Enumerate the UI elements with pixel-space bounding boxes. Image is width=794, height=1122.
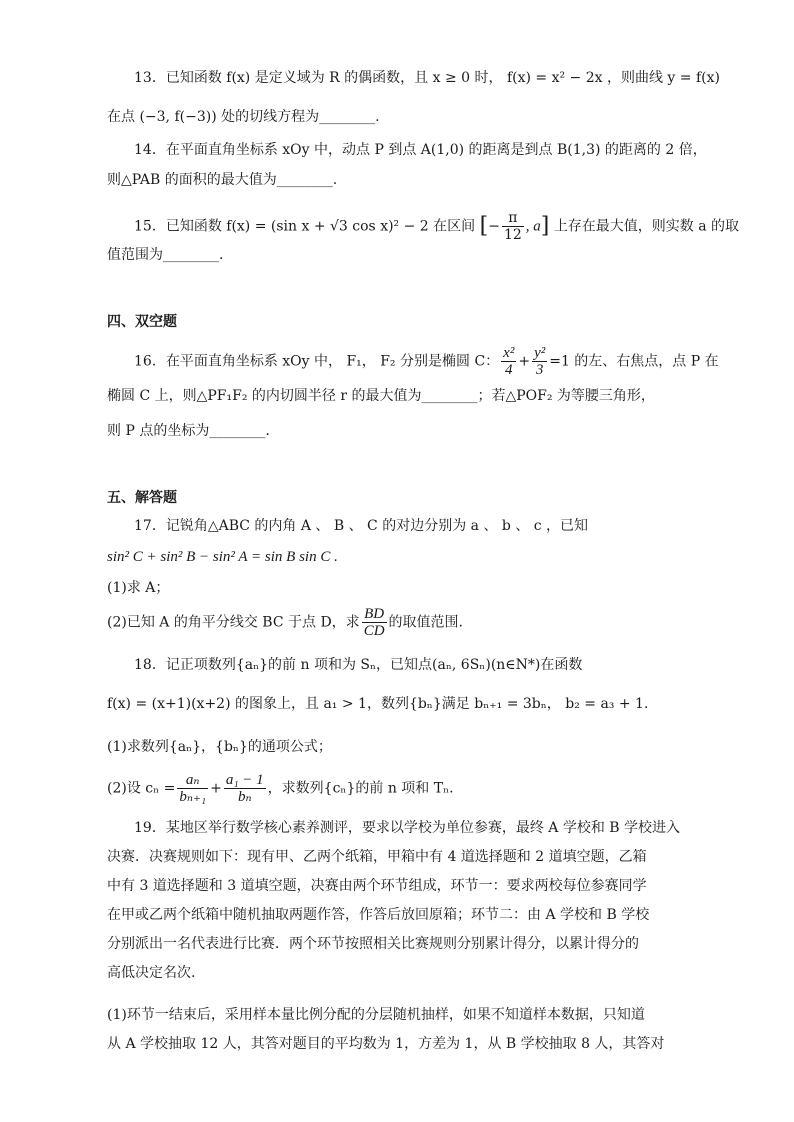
- q19-line: (1)环节一结束后，采用样本量比例分配的分层随机抽样，如果不知道样本数据，只知道: [107, 1007, 645, 1023]
- q18-fraction-2: [224, 772, 266, 805]
- q17-frac-den: CD: [363, 623, 385, 639]
- q17-line2: sin² C + sin² B − sin² A = sin B sin C .: [107, 549, 338, 565]
- q18-line2: f(x) = (x+1)(x+2) 的图象上，且 a₁ > 1，数列{bₙ}满足 bₙ₊₁ = 3bₙ， b₂ = a₃ + 1.: [107, 696, 649, 712]
- q17-line3: (1)求 A；: [107, 580, 170, 596]
- q16-line1b: =1 的左、右焦点，点 P 在: [549, 353, 719, 370]
- q19-line: 从 A 学校抽取 12 人，其答对题目的平均数为 1，方差为 1，从 B 学校抽取 8 人，其答对: [107, 1036, 665, 1052]
- q17-line4: [107, 606, 463, 639]
- q18-line4: [107, 772, 454, 805]
- q16-frac1-den: 4: [505, 362, 513, 378]
- q15-interval-den: 12: [503, 227, 522, 243]
- q18-line4b: ，求数列{cₙ}的前 n 项和 Tₙ.: [267, 780, 454, 797]
- q17-fraction: [362, 606, 387, 639]
- q19-line: 在甲或乙两个纸箱中随机抽取两题作答，作答后放回原箱；环节二：由 A 学校和 B 学校: [107, 907, 650, 923]
- q15-interval-right: , a: [525, 218, 541, 235]
- q18-fraction-1: [177, 772, 208, 805]
- q16-line1: [134, 345, 719, 378]
- q19-line: 分别派出一名代表进行比赛．两个环节按照相关比赛规则分别累计得分，以累计得分的: [107, 936, 639, 952]
- q19-line: 高低决定名次.: [107, 965, 196, 981]
- q16-line3: 则 P 点的坐标为________.: [107, 423, 270, 439]
- q15-interval: [: [479, 213, 489, 239]
- q16-frac2-num: y²: [534, 345, 546, 361]
- q15-line1: [134, 210, 739, 243]
- q18-f1-den: bₙ₊₁: [179, 789, 207, 805]
- section4-heading: 四、双空题: [107, 314, 177, 330]
- q17-line4b: 的取值范围.: [388, 614, 463, 631]
- q14-line1: 14．在平面直角坐标系 xOy 中，动点 P 到点 A(1,0) 的距离是到点 B(1,3) 的距离的 2 倍，: [134, 142, 707, 158]
- q16-line2: 椭圆 C 上，则△PF₁F₂ 的内切圆半径 r 的最大值为________；若△POF₂ 为等腰三角形，: [107, 388, 655, 404]
- q18-plus: +: [210, 780, 222, 797]
- q19-line: 中有 3 道选择题和 3 道填空题，决赛由两个环节组成，环节一：要求两校每位参赛同学: [107, 878, 647, 894]
- q14-line2: 则△PAB 的面积的最大值为________.: [107, 172, 338, 188]
- section5-heading: 五、解答题: [107, 490, 177, 506]
- q15-bracket-close: ]: [540, 213, 550, 239]
- q15-line1a: 15．已知函数 f(x) = (sin x + √3 cos x)² − 2 在区间: [134, 218, 476, 235]
- q18-line3: (1)求数列{aₙ}，{bₙ}的通项公式；: [107, 739, 332, 755]
- q15-interval-left: −: [488, 218, 500, 235]
- q17-line4a: (2)已知 A 的角平分线交 BC 于点 D，求: [107, 614, 360, 631]
- q13-line2: 在点 (−3, f(−3)) 处的切线方程为________.: [107, 109, 380, 125]
- q17-line1: 17．记锐角△ABC 的内角 A 、 B 、 C 的对边分别为 a 、 b 、 c ，已知: [134, 518, 589, 534]
- q15-line2: 值范围为________.: [107, 247, 224, 263]
- q17-frac-num: BD: [362, 606, 387, 623]
- q19-line: 决赛．决赛规则如下：现有甲、乙两个纸箱，甲箱中有 4 道选择题和 2 道填空题，乙箱: [107, 849, 647, 865]
- q16-fraction-y: [532, 345, 547, 378]
- q15-line1b: 上存在最大值，则实数 a 的取: [553, 218, 740, 235]
- q19-line: 19．某地区举行数学核心素养测评，要求以学校为单位参赛，最终 A 学校和 B 学校进入: [134, 820, 681, 836]
- q16-frac2-den: 3: [535, 362, 544, 378]
- q16-fraction-x: [501, 345, 516, 378]
- q13-line1: 13．已知函数 f(x) 是定义域为 R 的偶函数，且 x ≥ 0 时， f(x) = x² − 2x ，则曲线 y = f(x): [134, 70, 720, 86]
- q15-interval-fraction: [502, 210, 524, 243]
- q18-line1: 18．记正项数列{aₙ}的前 n 项和为 Sₙ，已知点(aₙ, 6Sₙ)(n∈N*)在函数: [134, 657, 583, 673]
- q16-plus: +: [518, 353, 531, 370]
- q18-f2-num: a₁ − 1: [225, 772, 264, 788]
- q16-line1a: 16．在平面直角坐标系 xOy 中， F₁， F₂ 分别是椭圆 C：: [134, 353, 500, 370]
- q15-interval-num: π: [502, 210, 524, 227]
- q16-frac1-num: x²: [503, 345, 515, 361]
- q18-f1-num: aₙ: [177, 772, 208, 789]
- q18-f2-den: bₙ: [237, 789, 252, 805]
- q18-line4a: (2)设 cₙ =: [107, 780, 176, 797]
